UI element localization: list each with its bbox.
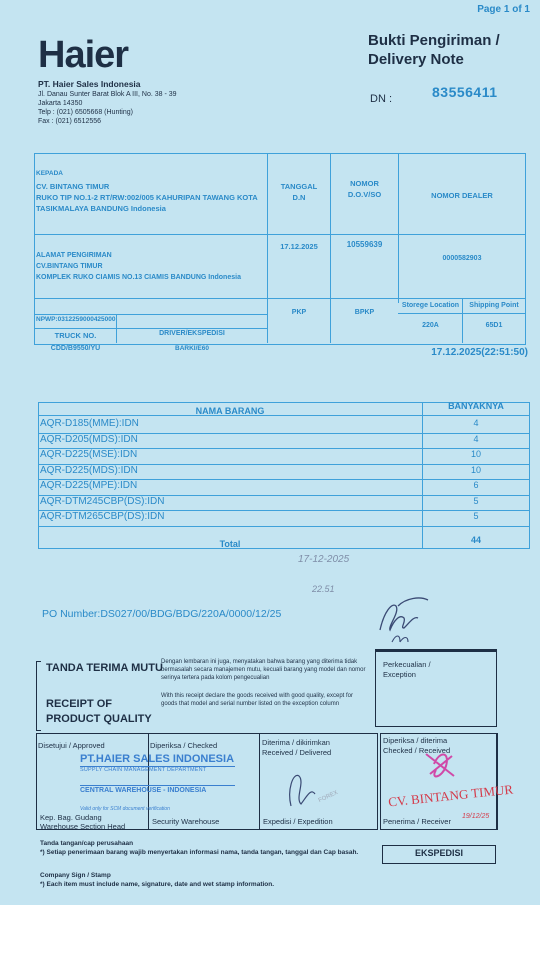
pkp-label: PKP xyxy=(291,309,307,316)
shipping-point-value: 65D1 xyxy=(485,322,503,329)
item-qty: 10 xyxy=(470,464,481,475)
tanggal-value: 17.12.2025 xyxy=(280,242,318,251)
expedition-label: Expedisi / Expedition xyxy=(263,817,333,826)
col-banyaknya: BANYAKNYA xyxy=(448,401,504,411)
handwritten-time: 22.51 xyxy=(312,584,335,594)
item-row-divider xyxy=(38,526,529,527)
storage-location-value: 220A xyxy=(422,322,439,329)
total-label: Total xyxy=(219,539,241,549)
approved-label: Disetujui / Approved xyxy=(38,741,105,750)
item-name: AQR-D205(MDS):IDN xyxy=(40,433,138,445)
customer-block: CV. BINTANG TIMUR RUKO TIP NO.1-2 RT/RW:002/005 KAHURIPAN TAWANG KOTA TASIKMALAYA BANDUNG Indonesia xyxy=(36,182,258,213)
footer-note-en: Company Sign / Stamp *) Each item must include name, signature, date and wet stamp information. xyxy=(40,872,275,888)
truck-value: CDD/B9550/YU xyxy=(50,345,101,352)
dealer-value: 0000582903 xyxy=(442,255,482,262)
po-number: PO Number:DS027/00/BDG/BDG/220A/0000/12/25 xyxy=(42,608,282,620)
receiver-signature-pink xyxy=(420,744,462,788)
driver-value: BARKI/E60 xyxy=(175,345,209,352)
driver-label: DRIVER/EKSPEDISI xyxy=(159,330,225,337)
nomor-value: 10559639 xyxy=(346,240,383,249)
item-name: AQR-D225(MSE):IDN xyxy=(40,449,138,460)
nomor-header: NOMOR D.O.V/SO xyxy=(347,179,382,199)
ekspedisi-label: EKSPEDISI xyxy=(414,848,463,858)
tanggal-header: TANGGAL D.N xyxy=(280,182,318,202)
bpkp-label: BPKP xyxy=(354,309,375,316)
dn-label: DN : xyxy=(370,93,392,105)
signature-receiver-scribble xyxy=(370,592,440,650)
tanda-terima-title: TANDA TERIMA MUTU xyxy=(46,662,163,674)
company-name: PT. Haier Sales Indonesia xyxy=(38,79,141,89)
receiver-stamp: CV. BINTANG TIMUR xyxy=(387,781,514,810)
item-qty: 4 xyxy=(473,433,479,444)
shipping-address-block: ALAMAT PENGIRIMAN CV.BINTANG TIMUR KOMPLEK RUKO CIAMIS NO.13 CIAMIS BANDUNG Indonesia xyxy=(36,252,241,281)
receiver-date: 19/12/25 xyxy=(462,813,490,820)
receipt-title: RECEIPT OF PRODUCT QUALITY xyxy=(46,698,152,725)
receipt-text: With this receipt declare the goods received with good quality, except for goods that model and serial number listed on the exception column xyxy=(161,693,353,707)
delivered-label: Diterima / dikirimkan Received / Delivered xyxy=(262,738,332,757)
signature-expedition-scribble xyxy=(283,766,323,814)
item-qty: 5 xyxy=(473,511,479,521)
warehouse-stamp: PT.HAIER SALES INDONESIA SUPPLY CHAIN MANAGEMENT DEPARTMENT CENTRAL WAREHOUSE - INDONESIA Valid only for SCM document verification xyxy=(80,753,235,812)
footer-note-id: Tanda tangan/cap perusahaan *) Setiap penerimaan barang wajib menyertakan informasi nama, tanda tangan, tanggal dan Cap basah. xyxy=(40,840,359,856)
col-nama-barang: NAMA BARANG xyxy=(195,406,265,416)
document-title: Bukti Pengiriman / Delivery Note xyxy=(368,32,500,68)
total-value: 44 xyxy=(470,535,481,545)
receipt-bracket xyxy=(36,661,41,731)
kepada-label: KEPADA xyxy=(36,170,63,177)
nomor-dealer-header: NOMOR DEALER xyxy=(431,191,493,200)
item-name: AQR-D185(MME):IDN xyxy=(40,418,139,429)
item-name: AQR-D225(MDS):IDN xyxy=(40,464,138,476)
receiver-checked-label: Diperiksa / diterima Checked / Received xyxy=(383,736,451,755)
security-label: Security Warehouse xyxy=(152,817,220,826)
checked-label: Diperiksa / Checked xyxy=(150,741,218,750)
handwritten-date: 17-12-2025 xyxy=(298,554,350,565)
print-timestamp: 17.12.2025(22:51:50) xyxy=(431,347,528,358)
haier-logo: Haier xyxy=(38,34,129,76)
expedition-stamp-faint: FOREX xyxy=(317,789,339,805)
storage-location-label: Storege Location xyxy=(401,302,460,309)
npwp-value: NPWP:0312259000425000 xyxy=(36,316,116,323)
receiver-label: Penerima / Receiver xyxy=(383,817,451,826)
page-indicator: Page 1 of 1 xyxy=(477,4,530,15)
exception-label: Perkecualian / Exception xyxy=(383,660,431,679)
warehouse-head-label: Kep. Bag. Gudang Warehouse Section Head xyxy=(40,813,126,831)
item-name: AQR-D225(MPE):IDN xyxy=(40,480,138,491)
shipping-point-label: Shipping Point xyxy=(469,302,519,309)
truck-label: TRUCK NO. xyxy=(54,331,97,340)
item-name: AQR-DTM265CBP(DS):IDN xyxy=(40,511,165,522)
dn-number: 83556411 xyxy=(432,84,498,100)
company-address: Jl. Danau Sunter Barat Blok A III, No. 38 - 39 Jakarta 14350 Telp : (021) 6505668 (Hunting) Fax : (021) 6512556 xyxy=(38,91,177,125)
item-qty: 4 xyxy=(473,418,479,428)
item-qty: 5 xyxy=(473,495,479,506)
tanda-terima-text: Dengan lembaran ini juga, menyatakan bahwa barang yang diterima tidak bermasalah secara manajemen mutu, kecuali barang yang model dan nomor serinya tertera pada kolom pengecualian xyxy=(161,659,366,681)
item-qty: 10 xyxy=(470,449,481,459)
item-name: AQR-DTM245CBP(DS):IDN xyxy=(40,495,165,507)
item-qty: 6 xyxy=(473,480,479,490)
